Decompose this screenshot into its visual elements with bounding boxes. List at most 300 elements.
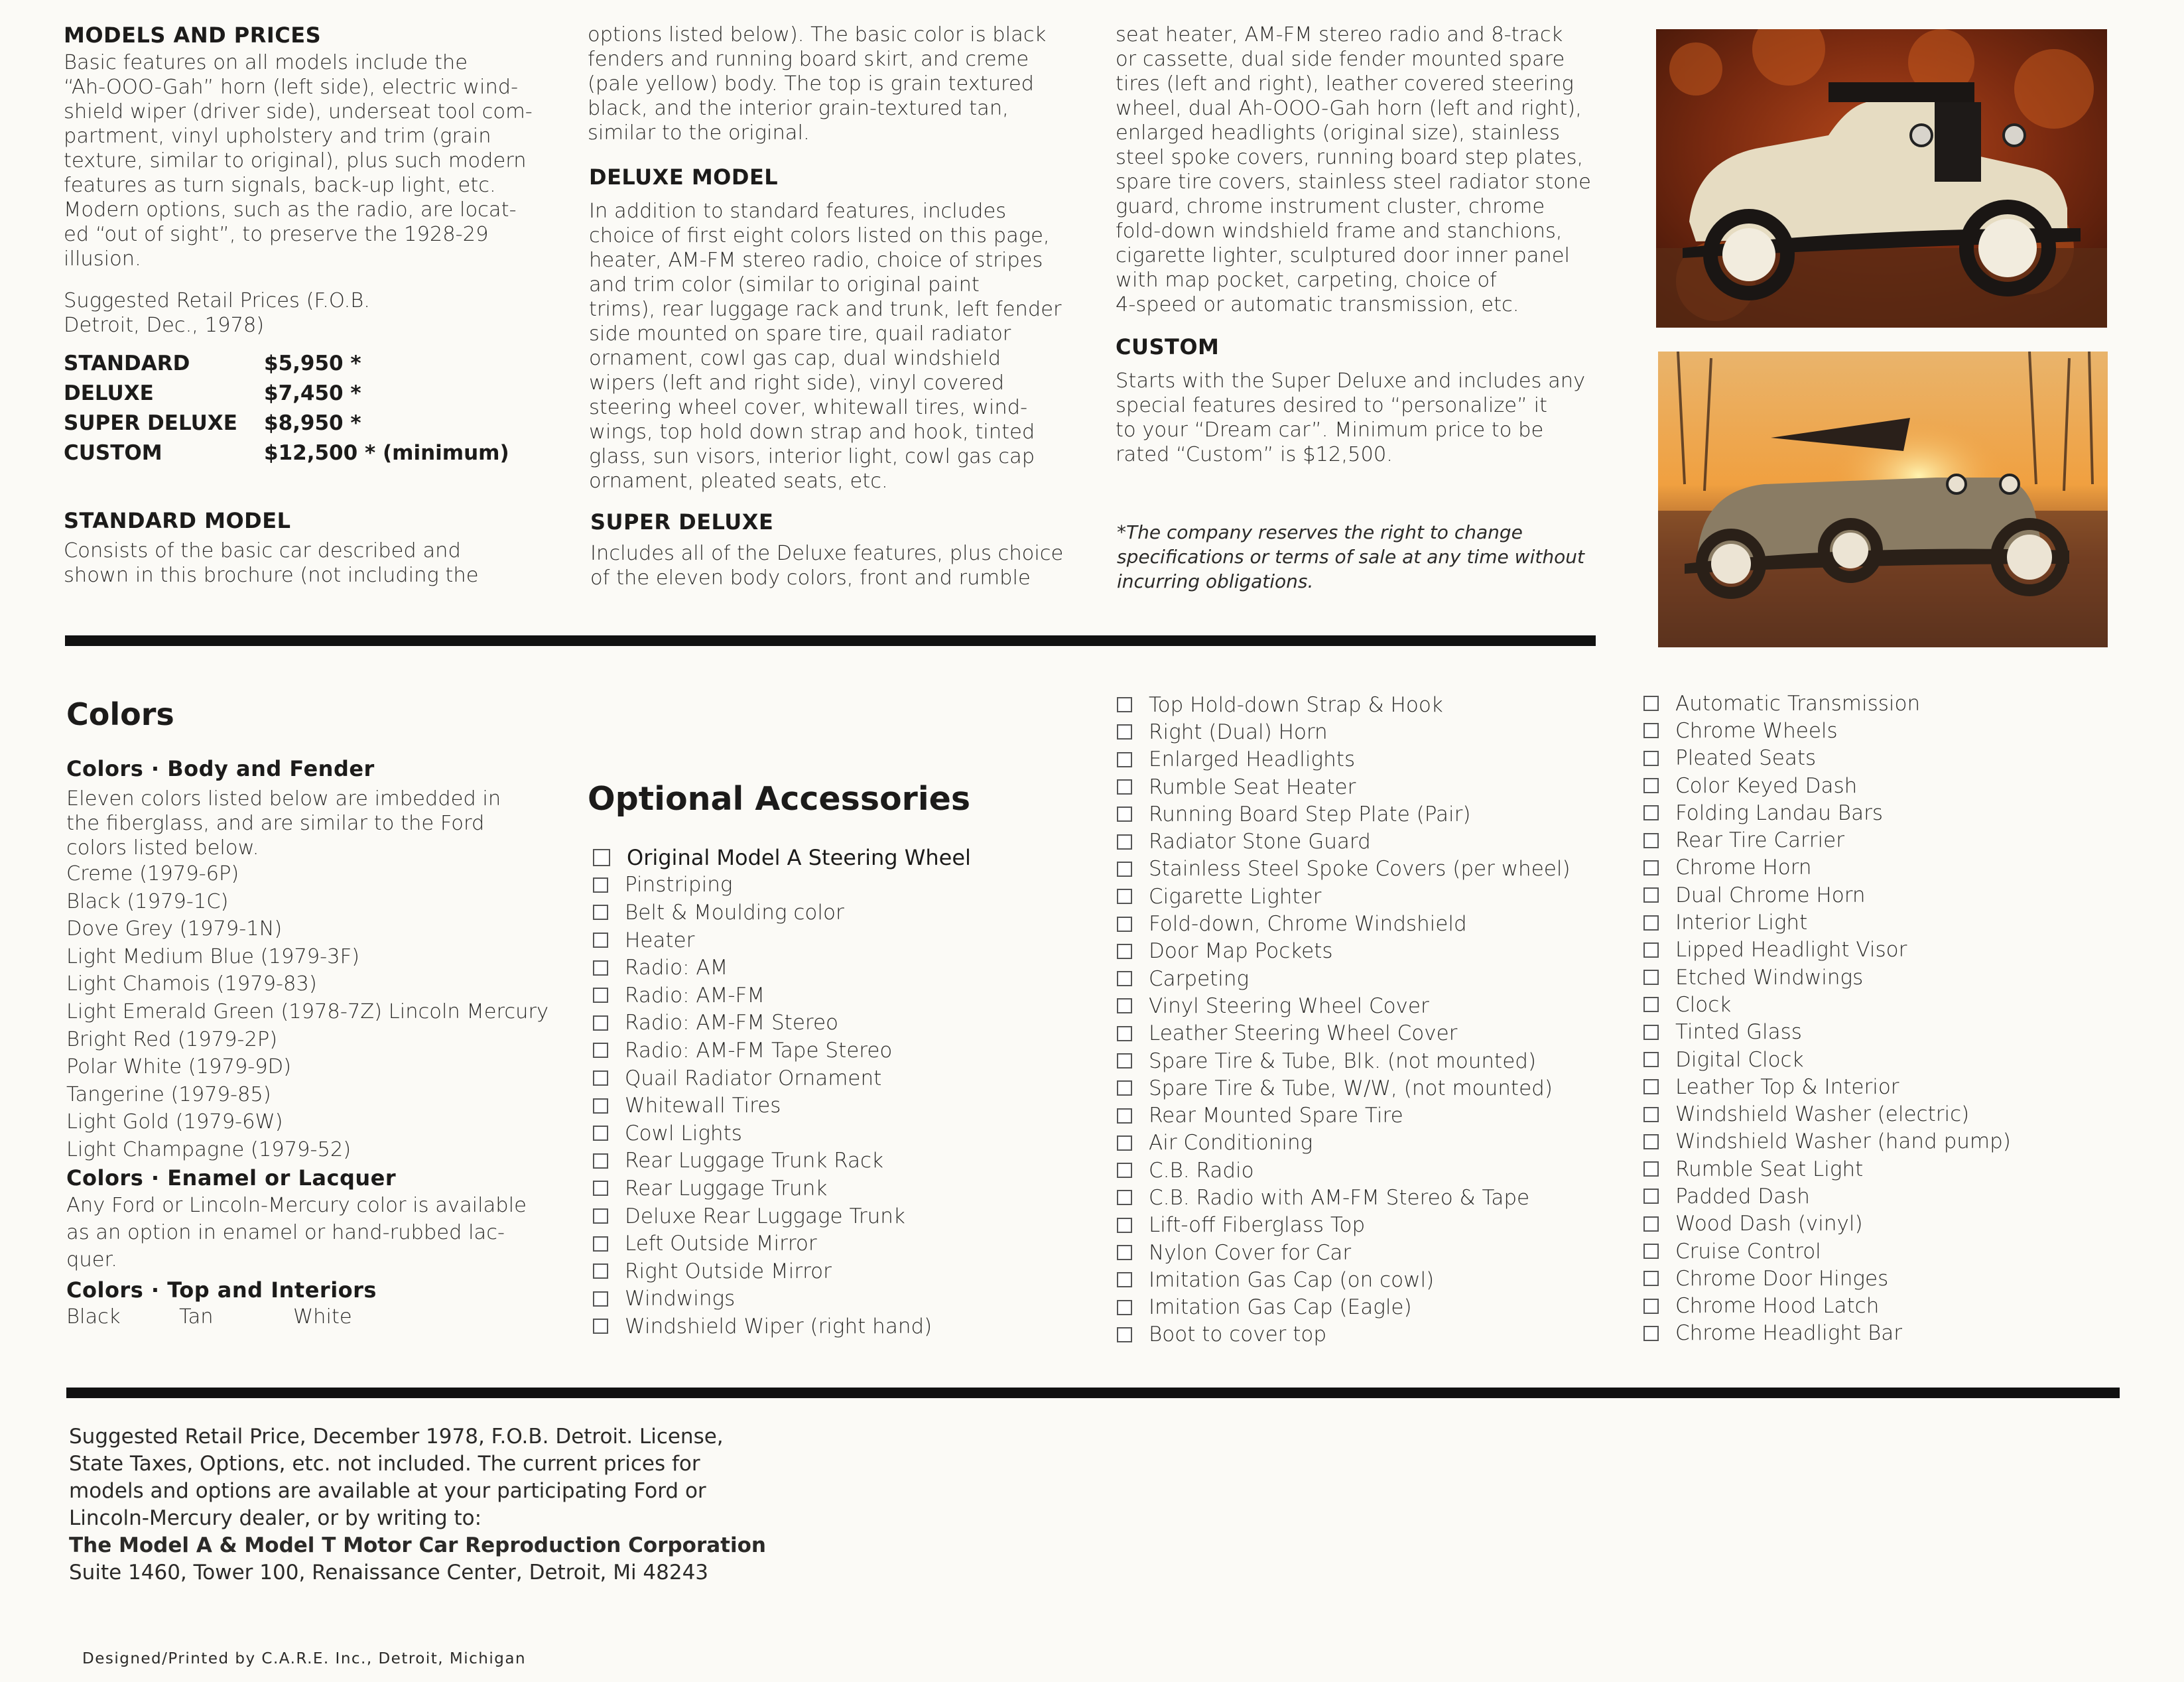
checkbox-icon[interactable] [1643, 1326, 1659, 1341]
accessory-item[interactable] [1117, 965, 1571, 992]
color-list-item: Light Medium Blue (1979-3F) [66, 944, 360, 968]
accessory-label: Etched Windwings [1675, 965, 1864, 990]
body-color-list [66, 860, 570, 1164]
accessory-label: Radio: AM-FM [625, 983, 765, 1007]
accessory-label: Original Model A Steering Wheel [627, 844, 971, 870]
checkbox-icon[interactable] [1643, 1052, 1659, 1067]
accessory-label: Air Conditioning [1149, 1131, 1313, 1155]
text-line: spare tire covers, stainless steel radiator stone [1116, 170, 1591, 194]
accessory-item[interactable] [1117, 773, 1571, 801]
accessory-item[interactable] [1643, 1238, 2011, 1265]
checkbox-icon[interactable] [1643, 1134, 1659, 1149]
accessory-item[interactable] [1117, 910, 1571, 937]
accessory-item[interactable] [593, 1120, 971, 1147]
text-line: Includes all of the Deluxe features, plus choice [590, 542, 1064, 565]
price-row [64, 348, 541, 378]
price-value: $5,950 * [264, 351, 361, 375]
accessory-item[interactable] [593, 1313, 971, 1340]
text-line: of the eleven body colors, front and rumble [590, 566, 1031, 590]
checkbox-icon[interactable] [1643, 1161, 1659, 1177]
checkbox-icon[interactable] [593, 1236, 608, 1252]
accessory-label: Lift-off Fiberglass Top [1149, 1213, 1366, 1238]
accessory-item[interactable] [1117, 1157, 1571, 1184]
accessory-label: C.B. Radio with AM-FM Stereo & Tape [1149, 1185, 1530, 1210]
accessory-label: Running Board Step Plate (Pair) [1149, 802, 1471, 826]
body-fender-heading: Colors · Body and Fender [66, 756, 375, 781]
text-line: steel spoke covers, running board step plates, [1116, 146, 1584, 169]
photo-sunset-roadster [1658, 352, 2108, 647]
price-value: $7,450 * [264, 381, 361, 405]
checkbox-icon[interactable] [1117, 779, 1132, 795]
price-value: $8,950 * [264, 411, 361, 435]
accessory-label: Windshield Washer (electric) [1675, 1102, 1970, 1127]
checkbox-icon[interactable] [593, 849, 610, 866]
checkbox-icon[interactable] [1643, 887, 1659, 903]
text-line: Starts with the Super Deluxe and includes any [1116, 369, 1586, 393]
text-line: features as turn signals, back-up light, etc. [64, 174, 496, 197]
checkbox-icon[interactable] [593, 1263, 608, 1279]
accessory-label: Pinstriping [625, 873, 733, 897]
accessory-item[interactable] [593, 1230, 971, 1258]
price-model-name: DELUXE [64, 381, 154, 405]
checkbox-icon[interactable] [1117, 1327, 1132, 1342]
checkbox-icon[interactable] [1643, 997, 1659, 1012]
text-line: wings, top hold down strap and hook, tinted [589, 420, 1035, 444]
accessory-label: Nylon Cover for Car [1149, 1240, 1352, 1265]
accessory-item[interactable] [1117, 1294, 1571, 1321]
accessory-label: Chrome Door Hinges [1675, 1266, 1889, 1291]
text-line: models and options are available at your participating Ford or [69, 1479, 706, 1503]
accessory-item[interactable] [1643, 937, 2011, 964]
accessory-item[interactable] [1117, 1239, 1571, 1266]
accessory-item[interactable] [1643, 1320, 2011, 1347]
text-line: Lincoln-Mercury dealer, or by writing to: [69, 1506, 482, 1530]
accessory-label: Rumble Seat Heater [1149, 775, 1356, 799]
accessory-item[interactable] [593, 1202, 971, 1230]
accessory-item[interactable] [1643, 1100, 2011, 1128]
text-line: cigarette lighter, sculptured door inner panel [1116, 244, 1570, 267]
checkbox-icon[interactable] [593, 1043, 608, 1058]
accessory-item[interactable] [1117, 1184, 1571, 1211]
disclaimer [1117, 520, 1608, 594]
enamel-text [66, 1192, 570, 1273]
custom-section [1116, 334, 1606, 467]
color-list-item: Creme (1979-6P) [66, 862, 239, 885]
accessory-label: Spare Tire & Tube, Blk. (not mounted) [1149, 1049, 1537, 1073]
accessory-label: Digital Clock [1675, 1047, 1804, 1072]
text-line: shown in this brochure (not including the [64, 564, 479, 587]
text-line: incurring obligations. [1117, 570, 1314, 592]
price-table [64, 348, 541, 468]
super-deluxe-continued [1116, 23, 1606, 317]
color-list-item: Black (1979-1C) [66, 889, 229, 913]
checkbox-icon[interactable] [1643, 833, 1659, 848]
color-list-item: Light Gold (1979-6W) [66, 1110, 283, 1134]
text-line: similar to the original. [588, 121, 810, 145]
accessory-item[interactable] [1117, 746, 1571, 773]
top-interior-colors [66, 1304, 570, 1330]
accessory-item[interactable] [1117, 883, 1571, 910]
divider-bottom [66, 1388, 2120, 1398]
checkbox-icon[interactable] [593, 960, 608, 976]
checkbox-icon[interactable] [1643, 942, 1659, 958]
text-line: black, and the interior grain-textured tan, [588, 97, 1009, 120]
accessory-item[interactable] [593, 844, 971, 872]
text-line: In addition to standard features, includes [589, 200, 1007, 223]
checkbox-icon[interactable] [1643, 915, 1659, 931]
checkbox-icon[interactable] [1117, 1300, 1132, 1315]
accessory-item[interactable] [1117, 992, 1571, 1019]
text-line: Basic features on all models include the [64, 51, 468, 74]
super-deluxe-section [590, 509, 1101, 590]
checkbox-icon[interactable] [593, 1015, 608, 1031]
accessory-label: Top Hold-down Strap & Hook [1149, 692, 1443, 717]
colors-heading: Colors [66, 696, 174, 732]
accessory-label: Radio: AM [625, 956, 728, 980]
text-line: “Ah-OOO-Gah” horn (left side), electric wind- [64, 76, 519, 99]
standard-model-heading: STANDARD MODEL [64, 508, 291, 533]
price-row [64, 438, 541, 468]
text-line: side mounted on spare tire, quail radiator [589, 322, 1011, 346]
standard-model-text-b [588, 23, 1098, 145]
text-line: fold-down windshield frame and stanchions, [1116, 220, 1563, 243]
accessory-label: Folding Landau Bars [1675, 801, 1883, 825]
checkbox-icon[interactable] [1117, 889, 1132, 904]
accessory-item[interactable] [1117, 856, 1571, 883]
text-line: Any Ford or Lincoln-Mercury color is available [66, 1193, 527, 1217]
text-line: wheel, dual Ah-OOO-Gah horn (left and right), [1116, 97, 1582, 120]
super-deluxe-heading: SUPER DELUXE [590, 509, 774, 535]
checkbox-icon[interactable] [1117, 834, 1132, 850]
checkbox-icon[interactable] [1643, 1271, 1659, 1286]
checkbox-icon[interactable] [593, 1291, 608, 1307]
company-name: The Model A & Model T Motor Car Reproduction Corporation [69, 1533, 766, 1557]
checkbox-icon[interactable] [1643, 805, 1659, 820]
checkbox-icon[interactable] [1117, 1190, 1132, 1205]
accessory-item[interactable] [1117, 1212, 1571, 1239]
checkbox-icon[interactable] [1117, 752, 1132, 767]
text-line: wipers (left and right side), vinyl covered [589, 371, 1005, 395]
checkbox-icon[interactable] [1117, 998, 1132, 1013]
accessory-label: Tinted Glass [1675, 1020, 1802, 1045]
accessory-label: Dual Chrome Horn [1675, 883, 1866, 907]
accessory-label: Enlarged Headlights [1149, 747, 1356, 772]
checkbox-icon[interactable] [1643, 1299, 1659, 1314]
text-line: State Taxes, Options, etc. not included. The current prices for [69, 1452, 700, 1476]
text-line: partment, vinyl upholstery and trim (grain [64, 125, 491, 148]
accessory-item[interactable] [1643, 854, 2011, 881]
accessories-list-1 [593, 844, 971, 1340]
text-line: (pale yellow) body. The top is grain textured [588, 72, 1035, 96]
photo-cream-roadster [1656, 29, 2107, 328]
accessory-label: Quail Radiator Ornament [625, 1066, 882, 1090]
price-model-name: SUPER DELUXE [64, 411, 237, 435]
accessory-item[interactable] [593, 982, 971, 1009]
accessory-label: Leather Top & Interior [1675, 1074, 1899, 1099]
accessory-item[interactable] [1117, 718, 1571, 745]
standard-model-continued [588, 23, 1098, 145]
checkbox-icon[interactable] [593, 1070, 608, 1086]
accessory-item[interactable] [593, 1092, 971, 1120]
checkbox-icon[interactable] [593, 1126, 608, 1141]
checkbox-icon[interactable] [1117, 971, 1132, 986]
text-line: or cassette, dual side fender mounted spare [1116, 48, 1565, 71]
checkbox-icon[interactable] [1117, 697, 1132, 712]
accessory-item[interactable] [1643, 826, 2011, 854]
accessory-item[interactable] [1117, 1130, 1571, 1157]
accessory-label: Cruise Control [1675, 1239, 1821, 1263]
accessory-item[interactable] [593, 1258, 971, 1285]
accessory-item[interactable] [593, 1037, 971, 1065]
accessory-item[interactable] [1643, 1019, 2011, 1046]
accessory-item[interactable] [1643, 881, 2011, 909]
accessory-item[interactable] [1117, 828, 1571, 855]
accessory-item[interactable] [593, 954, 971, 982]
checkbox-icon[interactable] [1643, 1244, 1659, 1259]
accessory-label: Cowl Lights [625, 1121, 742, 1145]
deluxe-model-text [589, 199, 1100, 493]
text-line: the fiberglass, and are similar to the Ford [66, 812, 485, 835]
text-line: texture, similar to original), plus such modern [64, 149, 527, 172]
price-model-name: STANDARD [64, 351, 190, 375]
text-line: Consists of the basic car described and [64, 539, 461, 562]
deluxe-model-section [589, 164, 1100, 493]
accessory-item[interactable] [1643, 1293, 2011, 1320]
accessory-label: Padded Dash [1675, 1184, 1810, 1208]
accessory-label: Chrome Horn [1675, 856, 1812, 880]
accessory-item[interactable] [593, 1009, 971, 1037]
color-list-item: Polar White (1979-9D) [66, 1055, 292, 1079]
accessory-item[interactable] [1117, 1266, 1571, 1293]
accessory-label: Rear Mounted Spare Tire [1149, 1104, 1403, 1128]
checkbox-icon[interactable] [593, 1208, 608, 1224]
accessory-label: Carpeting [1149, 966, 1250, 991]
text-line: as an option in enamel or hand-rubbed lac- [66, 1220, 505, 1244]
accessory-item[interactable] [593, 872, 971, 899]
checkbox-icon[interactable] [1643, 696, 1659, 711]
text-line: glass, sun visors, interior light, cowl gas cap [589, 445, 1035, 468]
accessory-item[interactable] [593, 1065, 971, 1092]
accessory-item[interactable] [1117, 1047, 1571, 1074]
top-color-option: Black [66, 1305, 121, 1328]
checkbox-icon[interactable] [1117, 1053, 1132, 1068]
color-list-item: Light Emerald Green (1978-7Z) Lincoln Mercury [66, 1000, 549, 1023]
accessory-label: Radio: AM-FM Tape Stereo [625, 1038, 893, 1063]
checkbox-icon[interactable] [1643, 970, 1659, 985]
top-color-option: Tan [179, 1305, 214, 1328]
enamel-heading: Colors · Enamel or Lacquer [66, 1165, 397, 1191]
accessory-item[interactable] [593, 1285, 971, 1313]
accessory-item[interactable] [1117, 1020, 1571, 1047]
accessory-label: Imitation Gas Cap (Eagle) [1149, 1295, 1412, 1320]
accessory-label: Wood Dash (vinyl) [1675, 1212, 1863, 1236]
accessory-label: Pleated Seats [1675, 746, 1817, 771]
accessory-label: Lipped Headlight Visor [1675, 938, 1907, 962]
checkbox-icon[interactable] [593, 988, 608, 1003]
text-line: options listed below). The basic color is black [588, 23, 1047, 46]
deluxe-model-heading: DELUXE MODEL [589, 164, 779, 190]
accessory-label: Cigarette Lighter [1149, 884, 1322, 909]
price-value: $12,500 * (minimum) [264, 440, 509, 465]
accessory-label: Door Map Pockets [1149, 939, 1333, 964]
checkbox-icon[interactable] [1643, 751, 1659, 766]
accessory-item[interactable] [1643, 909, 2011, 936]
accessory-label: Stainless Steel Spoke Covers (per wheel) [1149, 857, 1571, 881]
text-line: colors listed below. [66, 836, 259, 860]
text-line: choice of first eight colors listed on this page, [589, 224, 1050, 247]
accessory-item[interactable] [1117, 1102, 1571, 1129]
text-line: seat heater, AM-FM stereo radio and 8-track [1116, 23, 1563, 46]
accessory-item[interactable] [1117, 1074, 1571, 1102]
checkbox-icon[interactable] [1643, 723, 1659, 738]
text-line: quer. [66, 1248, 117, 1271]
models-prices-section [64, 23, 541, 468]
checkbox-icon[interactable] [1117, 724, 1132, 740]
accessory-item[interactable] [1643, 1046, 2011, 1073]
checkbox-icon[interactable] [1643, 1216, 1659, 1232]
checkbox-icon[interactable] [1117, 1080, 1132, 1096]
accessory-item[interactable] [1643, 1073, 2011, 1100]
color-list-item: Dove Grey (1979-1N) [66, 917, 283, 941]
accessory-item[interactable] [1117, 938, 1571, 965]
accessory-label: Rear Luggage Trunk Rack [625, 1149, 883, 1173]
color-list-item: Light Champagne (1979-52) [66, 1137, 352, 1161]
checkbox-icon[interactable] [1117, 1163, 1132, 1178]
accessory-label: Belt & Moulding color [625, 900, 844, 925]
checkbox-icon[interactable] [593, 1181, 608, 1196]
footer-text [69, 1423, 931, 1532]
accessory-item[interactable] [1643, 1183, 2011, 1210]
accessory-item[interactable] [1643, 1128, 2011, 1155]
accessories-heading: Optional Accessories [588, 780, 971, 818]
accessories-list-2 [1117, 691, 1571, 1348]
text-line: Eleven colors listed below are imbedded in [66, 787, 501, 810]
accessory-item[interactable] [1643, 772, 2011, 799]
top-interior-heading: Colors · Top and Interiors [66, 1277, 377, 1303]
accessory-label: Chrome Headlight Bar [1675, 1321, 1903, 1346]
standard-model-text-a [64, 539, 541, 588]
accessory-label: Fold-down, Chrome Windshield [1149, 912, 1467, 937]
models-prices-heading: MODELS AND PRICES [64, 23, 322, 48]
accessory-label: Deluxe Rear Luggage Trunk [625, 1204, 905, 1228]
accessory-item[interactable] [1643, 690, 2011, 717]
checkbox-icon[interactable] [1643, 1079, 1659, 1094]
accessory-label: Heater [625, 928, 695, 952]
accessory-item[interactable] [593, 899, 971, 927]
accessory-label: Rear Tire Carrier [1675, 828, 1844, 853]
models-prices-intro [64, 50, 541, 271]
text-line: Modern options, such as the radio, are locat- [64, 198, 517, 222]
accessory-label: Interior Light [1675, 911, 1808, 935]
accessory-label: Left Outside Mirror [625, 1232, 817, 1256]
text-line: enlarged headlights (original size), stainless [1116, 121, 1560, 145]
color-list-item: Bright Red (1979-2P) [66, 1027, 278, 1051]
accessory-item[interactable] [1643, 964, 2011, 991]
checkbox-icon[interactable] [593, 1098, 608, 1114]
text-line: Detroit, Dec., 1978) [64, 314, 265, 337]
accessory-item[interactable] [1643, 1265, 2011, 1292]
accessory-item[interactable] [1643, 799, 2011, 826]
text-line: special features desired to “personalize” it [1116, 394, 1547, 417]
accessory-item[interactable] [593, 1175, 971, 1202]
text-line: 4-speed or automatic transmission, etc. [1116, 293, 1519, 316]
checkbox-icon[interactable] [1117, 917, 1132, 932]
accessories-list-3 [1643, 690, 2011, 1347]
accessory-item[interactable] [1117, 801, 1571, 828]
checkbox-icon[interactable] [1117, 1108, 1132, 1124]
top-color-option: White [293, 1305, 352, 1328]
accessory-label: Windshield Washer (hand pump) [1675, 1130, 2011, 1154]
checkbox-icon[interactable] [1117, 1135, 1132, 1151]
accessory-label: Imitation Gas Cap (on cowl) [1149, 1267, 1435, 1292]
checkbox-icon[interactable] [1117, 944, 1132, 959]
accessory-item[interactable] [593, 1147, 971, 1175]
accessory-item[interactable] [593, 927, 971, 954]
checkbox-icon[interactable] [593, 877, 608, 893]
accessory-label: Leather Steering Wheel Cover [1149, 1021, 1458, 1046]
checkbox-icon[interactable] [1643, 1107, 1659, 1122]
accessory-item[interactable] [1117, 691, 1571, 718]
text-line: Suggested Retail Price, December 1978, F.O.B. Detroit. License, [69, 1425, 724, 1449]
checkbox-icon[interactable] [1643, 1025, 1659, 1040]
checkbox-icon[interactable] [1117, 1218, 1132, 1233]
checkbox-icon[interactable] [1117, 1272, 1132, 1287]
accessory-item[interactable] [1117, 1321, 1571, 1348]
accessory-item[interactable] [1643, 1155, 2011, 1183]
company-address: Suite 1460, Tower 100, Renaissance Center, Detroit, Mi 48243 [69, 1561, 709, 1585]
text-line: fenders and running board skirt, and creme [588, 48, 1029, 71]
checkbox-icon[interactable] [593, 1319, 608, 1334]
accessory-item[interactable] [1643, 1210, 2011, 1238]
accessory-label: Radio: AM-FM Stereo [625, 1011, 838, 1035]
accessory-item[interactable] [1643, 717, 2011, 744]
checkbox-icon[interactable] [1117, 862, 1132, 877]
custom-text [1116, 369, 1606, 467]
color-list-item: Tangerine (1979-85) [66, 1082, 271, 1106]
text-line: ornament, cowl gas cap, dual windshield [589, 347, 1001, 370]
text-line: tires (left and right), leather covered steering [1116, 72, 1574, 96]
accessory-label: Clock [1675, 992, 1732, 1017]
custom-heading: CUSTOM [1116, 334, 1220, 359]
checkbox-icon[interactable] [593, 933, 608, 948]
checkbox-icon[interactable] [593, 905, 608, 920]
checkbox-icon[interactable] [1643, 1189, 1659, 1204]
super-deluxe-text-a [590, 541, 1101, 590]
color-list-item: Light Chamois (1979-83) [66, 972, 317, 996]
text-line: to your “Dream car”. Minimum price to be [1116, 419, 1544, 442]
checkbox-icon[interactable] [593, 1153, 608, 1169]
footer [69, 1423, 931, 1586]
accessory-label: Rear Luggage Trunk [625, 1176, 828, 1200]
print-credit: Designed/Printed by C.A.R.E. Inc., Detroit, Michigan [82, 1650, 527, 1667]
text-line: rated “Custom” is $12,500. [1116, 443, 1393, 466]
colors-section [66, 696, 570, 1330]
price-row [64, 378, 541, 408]
accessory-item[interactable] [1643, 745, 2011, 772]
text-line: with map pocket, carpeting, choice of [1116, 269, 1497, 292]
text-line: guard, chrome instrument cluster, chrome [1116, 195, 1545, 218]
checkbox-icon[interactable] [1117, 1245, 1132, 1260]
accessory-item[interactable] [1643, 991, 2011, 1018]
checkbox-icon[interactable] [1643, 778, 1659, 793]
checkbox-icon[interactable] [1117, 1026, 1132, 1041]
checkbox-icon[interactable] [1643, 860, 1659, 875]
checkbox-icon[interactable] [1117, 807, 1132, 822]
accessory-label: Whitewall Tires [625, 1094, 781, 1118]
divider-top [65, 635, 1596, 646]
text-line: *The company reserves the right to change [1117, 521, 1523, 543]
text-line: shield wiper (driver side), underseat tool com- [64, 100, 533, 123]
